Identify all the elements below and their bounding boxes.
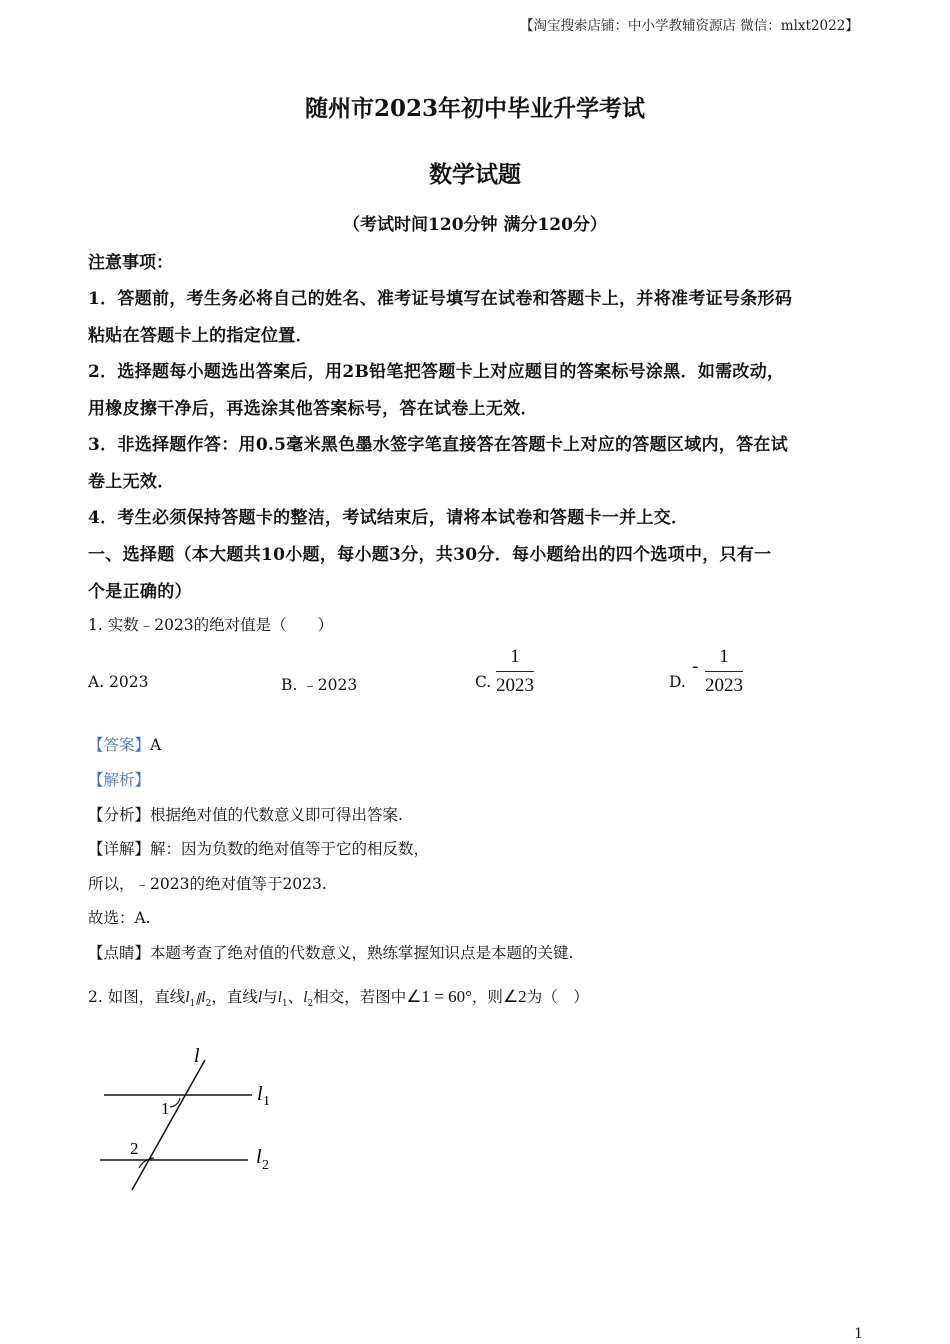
label-l2-sub: 2 [262,1158,269,1173]
q2-subscript: 2 [205,999,212,1010]
exam-info: （考试时间120分钟 满分120分） [343,215,607,235]
notice-line: 3．非选择题作答：用0.5毫米黑色墨水签字笔直接答在答题卡上对应的答题区域内，答在试 [88,435,789,455]
watermark-text: 【淘宝搜索店铺：中小学教辅资源店 微信：mlxt2022】 [520,18,859,34]
notice-heading: 注意事项： [88,253,173,273]
section-heading-cont: 个是正确的） [88,582,192,602]
q1-option-d-fraction [705,646,743,697]
label-angle-1: 1 [161,1099,170,1118]
q2-symbol: l [303,989,308,1006]
q2-symbol: l [277,989,282,1006]
line-l [132,1060,205,1190]
label-l1-sub: 1 [263,1094,270,1109]
q1-option-a: A. 2023 [88,673,149,691]
q2-angle1: ∠1 = 60° [406,987,472,1006]
q2-text: 相交，若图中 [313,988,407,1006]
fraction-numerator: 1 [719,646,729,667]
q2-geometry-figure [90,1040,290,1200]
q2-text: ，则 [471,988,503,1006]
notice-line: 1．答题前，考生务必将自己的姓名、准考证号填写在试卷和答题卡上，并将准考证号条形码 [88,289,793,309]
notice-line: 4．考生必须保持答题卡的整洁，考试结束后，请将本试卷和答题卡一并上交． [88,508,689,528]
page-number: 1 [854,1326,863,1342]
q2-text: 、 [287,988,304,1006]
section-heading: 一、选择题（本大题共10小题，每小题3分，共30分．每小题给出的四个选项中，只有一 [88,545,772,565]
q1-option-d-label: D. [669,673,686,691]
q2-symbol: l [201,989,206,1006]
q2-stem [88,985,589,1009]
label-l: l [194,1045,200,1067]
q1-xiangjie [88,837,429,859]
q2-text: 2. 如图，直线 [88,988,186,1006]
notice-line: 用橡皮擦干净后，再选涂其他答案标号，答在试卷上无效． [88,399,538,419]
fraction-numerator: 1 [510,646,520,667]
q2-text: 与 [262,988,278,1006]
notice-line: 卷上无效． [88,472,175,492]
label-angle-2: 2 [130,1139,139,1158]
q1-dianjing [88,941,573,963]
q1-stem: 1. 实数﹣2023的绝对值是（ ） [88,616,334,634]
q2-parallel-symbol: ∥ [195,991,202,1005]
q2-symbol: l [185,989,190,1006]
q1-option-c-label: C. [475,673,492,691]
fraction-denominator: 2023 [496,675,534,696]
q1-option-b: B. ﹣2023 [281,676,358,694]
label-l2: l [256,1146,262,1168]
exam-subject: 数学试题 [429,161,521,188]
q2-symbol: l [257,989,263,1006]
notice-line: 粘贴在答题卡上的指定位置． [88,326,313,346]
answer-value: A [150,736,162,754]
q1-option-c-fraction [496,646,534,697]
q1-analysis-tag: 【解析】 [88,771,151,789]
dianjing-tag: 【点睛】 [88,944,151,962]
q2-subscript: 1 [189,999,196,1010]
fenxi-text: 根据绝对值的代数意义即可得出答案. [150,806,403,824]
notice-line: 2．选择题每小题选出答案后，用2B铅笔把答题卡上对应题目的答案标号涂黑．如需改动， [88,362,785,382]
answer-tag: 【答案】 [88,736,151,754]
q1-option-d-sign: - [692,656,699,677]
exam-title: 随州市2023年初中毕业升学考试 [304,95,645,122]
fenxi-tag: 【分析】 [88,806,151,824]
label-l1: l [257,1083,263,1105]
xiangjie-text: 解：因为负数的绝对值等于它的相反数， [150,840,430,858]
q1-choice-line: 故选：A. [88,909,151,927]
q1-solution-line: 所以，﹣2023的绝对值等于2023. [88,875,327,893]
q2-subscript: 1 [281,999,288,1010]
q1-fenxi [88,803,403,825]
q2-text: ，直线 [211,988,258,1006]
angle1-arc [170,1098,180,1107]
q2-angle2: ∠2 [502,987,527,1006]
fraction-denominator: 2023 [705,675,743,696]
q2-subscript: 2 [307,999,314,1010]
q2-text: 为（ ） [526,988,589,1006]
xiangjie-tag: 【详解】 [88,840,151,858]
dianjing-text: 本题考查了绝对值的代数意义，熟练掌握知识点是本题的关键. [150,944,574,962]
q1-answer [88,733,161,755]
